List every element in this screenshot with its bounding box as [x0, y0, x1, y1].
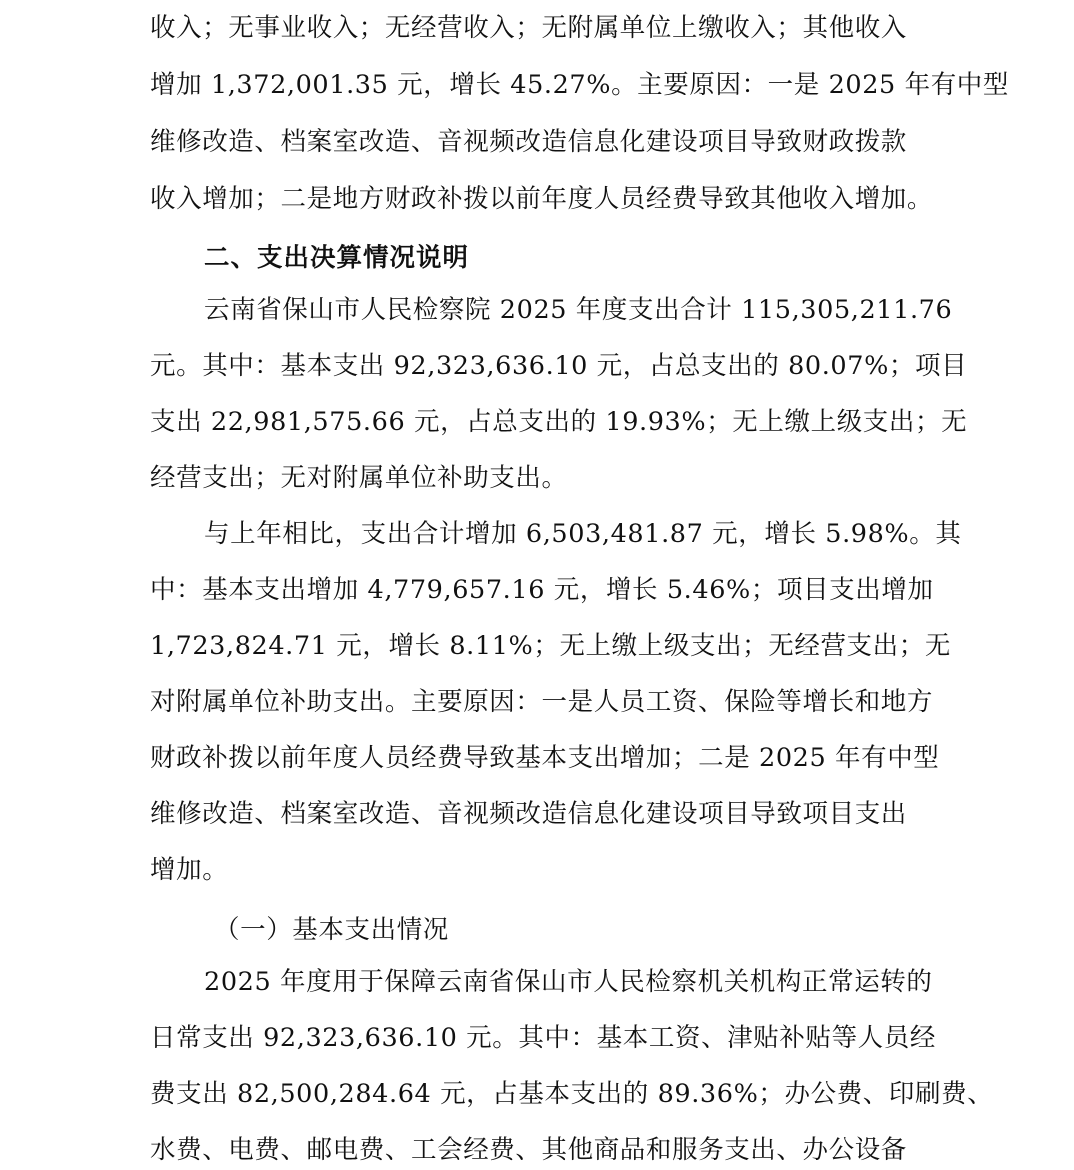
paragraph-basic-expenditure-line-1: 2025 年度用于保障云南省保山市人民检察机关机构正常运转的	[204, 967, 933, 997]
paragraph-comparison-line-1: 与上年相比，支出合计增加 6,503,481.87 元，增长 5.98%。其	[204, 519, 962, 549]
paragraph-comparison-line-7: 增加。	[150, 855, 229, 885]
paragraph-comparison-line-5: 财政补拨以前年度人员经费导致基本支出增加；二是 2025 年有中型	[150, 743, 940, 773]
paragraph-income-line-4: 收入增加；二是地方财政补拨以前年度人员经费导致其他收入增加。	[150, 184, 934, 214]
paragraph-income-line-2: 增加 1,372,001.35 元，增长 45.27%。主要原因：一是 2025 年有中型	[150, 70, 1009, 100]
paragraph-expenditure-total-line-2: 元。其中：基本支出 92,323,636.10 元，占总支出的 80.07%；项目	[150, 351, 968, 381]
paragraph-basic-expenditure-line-4: 水费、电费、邮电费、工会经费、其他商品和服务支出、办公设备	[150, 1135, 907, 1165]
paragraph-basic-expenditure-line-2: 日常支出 92,323,636.10 元。其中：基本工资、津贴补贴等人员经	[150, 1023, 936, 1053]
paragraph-comparison-line-6: 维修改造、档案室改造、音视频改造信息化建设项目导致项目支出	[150, 799, 907, 829]
paragraph-expenditure-total-line-3: 支出 22,981,575.66 元，占总支出的 19.93%；无上缴上级支出；无	[150, 407, 968, 437]
paragraph-basic-expenditure-line-3: 费支出 82,500,284.64 元，占基本支出的 89.36%；办公费、印刷费、	[150, 1079, 994, 1109]
paragraph-expenditure-total-line-1: 云南省保山市人民检察院 2025 年度支出合计 115,305,211.76	[204, 295, 953, 325]
paragraph-income-line-3: 维修改造、档案室改造、音视频改造信息化建设项目导致财政拨款	[150, 127, 907, 157]
subsection-1-title: （一）基本支出情况	[214, 915, 449, 945]
paragraph-comparison-line-2: 中：基本支出增加 4,779,657.16 元，增长 5.46%；项目支出增加	[150, 575, 934, 605]
paragraph-comparison-line-3: 1,723,824.71 元，增长 8.11%；无上缴上级支出；无经营支出；无	[150, 631, 951, 661]
paragraph-income-line-1: 收入；无事业收入；无经营收入；无附属单位上缴收入；其他收入	[150, 13, 907, 43]
paragraph-comparison-line-4: 对附属单位补助支出。主要原因：一是人员工资、保险等增长和地方	[150, 687, 934, 717]
paragraph-expenditure-total-line-4: 经营支出；无对附属单位补助支出。	[150, 463, 568, 493]
section-2-title: 二、支出决算情况说明	[204, 243, 470, 273]
